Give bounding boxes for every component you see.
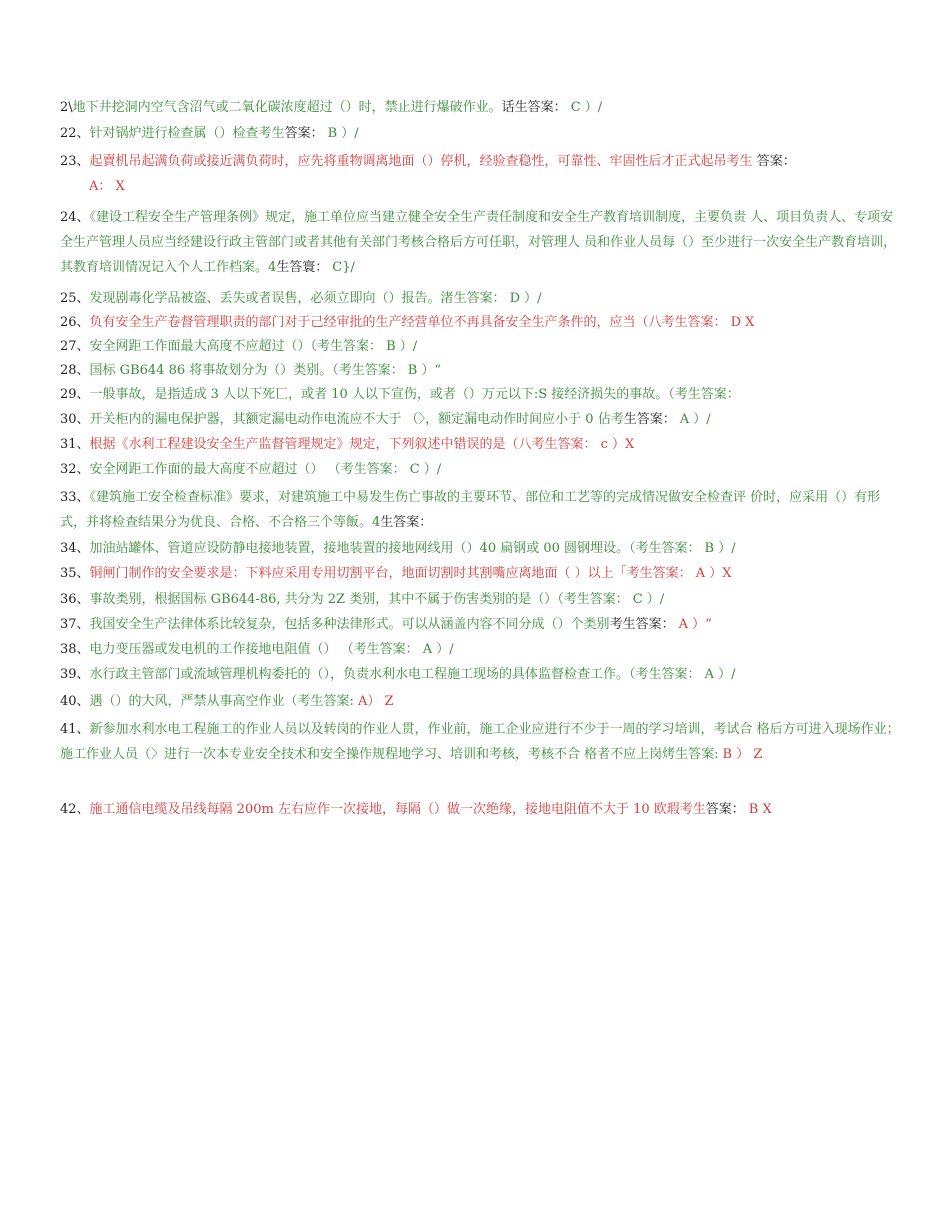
question-27 xyxy=(60,334,905,359)
question-number: 26、 xyxy=(60,315,90,330)
question-text: 《建设工程安全生产管理条例》规定，施工单位应当建立健全安全生产责任制度和安全生产教育培训制度，主要负责 人、项目负责人、专项安全生产管理人员应当经建设行政主管部门或者其他有关部门考核合格后方可任职，对管理人 员和作业人员每（）至少进行一次安全生产教育培训，其教育培训情况记入个人工作档案。4 xyxy=(60,210,897,275)
question-number: 22、 xyxy=(60,126,90,141)
answer-mark: C ）/ xyxy=(632,592,665,607)
question-number: 32、 xyxy=(60,462,90,477)
question-26 xyxy=(60,310,905,335)
answer-mark: c ）X xyxy=(600,437,635,452)
question-21 xyxy=(60,95,905,120)
question-text: 《建筑施工安全检查标准》要求，对建筑施工中易发生伤亡事故的主要环节、部位和工艺等的完成情况做安全检查评 价时，应采用（）有形式，并将检查结果分为优良、合格、不合格三个等飯。4 xyxy=(60,490,881,530)
question-28 xyxy=(60,358,905,383)
question-29 xyxy=(60,382,905,407)
question-42 xyxy=(60,797,905,822)
answer-mark: A ）X xyxy=(695,566,732,581)
answer-label: 生答案： xyxy=(380,515,433,530)
question-number: 23、 xyxy=(60,154,90,169)
question-36 xyxy=(60,587,905,612)
question-31 xyxy=(60,432,905,457)
question-number: 34、 xyxy=(60,541,90,556)
question-text: 发现剧毒化学品被盗、丢失或者误售，必须立即向（）报告。渚生答案： xyxy=(89,291,506,306)
question-text: 一般事故，是指适成 3 人以下死匸，或者 10 人以下宣伤，或者（）万元以下:S 接经济损失的事故。（考生答案： xyxy=(89,387,740,402)
question-35 xyxy=(60,561,905,586)
question-text: 施工通信电缆及吊线每隔 200m 左右应作一次接地，每隔（）做一次绝缘，接地电阻值不大于 10 欧瑕考生 xyxy=(89,802,706,817)
answer-mark: A ）/ xyxy=(422,642,454,657)
question-number: 2\ xyxy=(60,100,73,115)
answer-label: 生答案： xyxy=(623,412,676,427)
question-number: 40、 xyxy=(60,694,90,709)
question-number: 25、 xyxy=(60,291,90,306)
question-text: 遇（）的大风，严禁从事高空作业（考生答案: xyxy=(89,694,354,709)
question-text: 加油站罐体、管道应设防静电接地装置，接地装置的接地网线用（）40 扁钢或 00 圆钢埋设。（考生答案： xyxy=(89,541,701,556)
question-text: 电力变压器或发电机的工作接地电阻值（） （考生答案： xyxy=(89,642,419,657)
answer-mark: D X xyxy=(730,315,755,330)
answer-mark: C}/ xyxy=(332,260,355,275)
question-text: 事故类别，根据国标 GB644-86, 共分为 2Z 类别，其中不属于伤害类别的是（）（考生答案： xyxy=(89,592,629,607)
question-number: 35、 xyxy=(60,566,90,581)
answer-mark: B ） Z xyxy=(722,747,763,762)
question-number: 31、 xyxy=(60,437,90,452)
question-number: 29、 xyxy=(60,387,90,402)
question-24 xyxy=(60,205,905,280)
answer-mark: B X xyxy=(748,802,772,817)
question-25 xyxy=(60,286,905,311)
answer-label: 话生答案： xyxy=(501,100,567,115)
answer-label: 答案： xyxy=(752,154,796,169)
question-22 xyxy=(60,121,905,146)
question-number: 39、 xyxy=(60,667,90,682)
question-34 xyxy=(60,536,905,561)
question-text: 根据《水利工程建设安全生产监督管理规定》规定，下列叙述中错误的是（八考生答案： xyxy=(89,437,597,452)
answer-mark: B ）/ xyxy=(704,541,736,556)
question-number: 33、 xyxy=(60,490,90,505)
question-30 xyxy=(60,407,905,432)
answer-mark: A： X xyxy=(89,179,125,194)
question-40 xyxy=(60,689,905,714)
answer-mark: C ）/ xyxy=(409,462,442,477)
question-number: 24、 xyxy=(60,210,90,225)
question-number: 38、 xyxy=(60,642,90,657)
question-number: 28、 xyxy=(60,363,90,378)
question-text: 铜闸门制作的安全要求是：下料应采用专用切割平台，地面切割时其割嘴应离地面（ ）以上「考生答案： xyxy=(89,566,692,581)
question-number: 30、 xyxy=(60,412,90,427)
question-number: 36、 xyxy=(60,592,90,607)
question-23 xyxy=(60,149,905,199)
question-number: 27、 xyxy=(60,339,90,354)
answer-mark: D ）/ xyxy=(509,291,542,306)
question-text: 负有安全生产卷督管理职责的部门对于己经审批的生产经营单位不再具备安全生产条件的，应当（八考生答案： xyxy=(89,315,727,330)
question-39 xyxy=(60,662,905,687)
answer-label: 答案： xyxy=(284,126,324,141)
question-41 xyxy=(60,717,905,767)
question-38 xyxy=(60,637,905,662)
answer-mark: A） Z xyxy=(357,694,394,709)
question-32 xyxy=(60,457,905,482)
question-text: 起賣机吊起满负荷或接近满负荷时，应先将重物调离地面（）停机，经验查稳性，可靠性、牢固性后才正式起吊考生 xyxy=(89,154,753,169)
answer-mark: B ）/ xyxy=(327,126,359,141)
answer-mark: B ）/ xyxy=(386,339,418,354)
answer-mark: B ）“ xyxy=(407,363,442,378)
question-text: 针对锅炉进行检查属（）检查考生 xyxy=(89,126,285,141)
question-text: 安全网距工作面最大高度不应超过（）（考生答案： xyxy=(89,339,383,354)
question-text: 我国安全生产法律体系比较复杂，包括多种法律形式。可以从涵盖内容不同分成（）个类别 xyxy=(89,617,610,632)
question-number: 42、 xyxy=(60,802,90,817)
question-text: 开关柜内的漏电保护器，其额定漏电动作电流应不大于 （〉，额定漏电动作时间应小于 0 佔考 xyxy=(89,412,624,427)
question-text: 水行政主管部门或流域管理机构委托的（），负责水利水电工程施工现场的具体监督检查工作。（考生答案： xyxy=(89,667,701,682)
question-33 xyxy=(60,485,905,535)
answer-label: 考生答案： xyxy=(609,617,675,632)
answer-mark: C ）/ xyxy=(570,100,603,115)
question-37 xyxy=(60,612,905,637)
answer-label: 答案： xyxy=(705,802,745,817)
question-number: 41、 xyxy=(60,722,90,737)
answer-mark: A ）/ xyxy=(679,412,711,427)
question-number: 37、 xyxy=(60,617,90,632)
question-text: 安全网距工作面的最大高度不应超过（） （考生答案： xyxy=(89,462,406,477)
answer-label: 生答寰： xyxy=(276,260,329,275)
question-text: 地下井挖洞内空气含沼气或二氧化碳浓度超过（）时，禁止进行爆破作业。 xyxy=(72,100,502,115)
question-text: 新参加水利水电工程施工的作业人员以及转岗的作业人贯，作业前，施工企业应进行不少于一周的学习培训，考试合 格后方可进入现场作业；施工作业人员（〉进行一次本专业安全技术和安全操作规程地学习、培训和考核，考核不合 格者不应上岗烤生答案: xyxy=(60,722,900,762)
question-text: 国标 GB644 86 将事故划分为（）类别。（考生答案： xyxy=(89,363,404,378)
answer-mark: A ）/ xyxy=(704,667,736,682)
answer-mark: A ）“ xyxy=(678,617,712,632)
